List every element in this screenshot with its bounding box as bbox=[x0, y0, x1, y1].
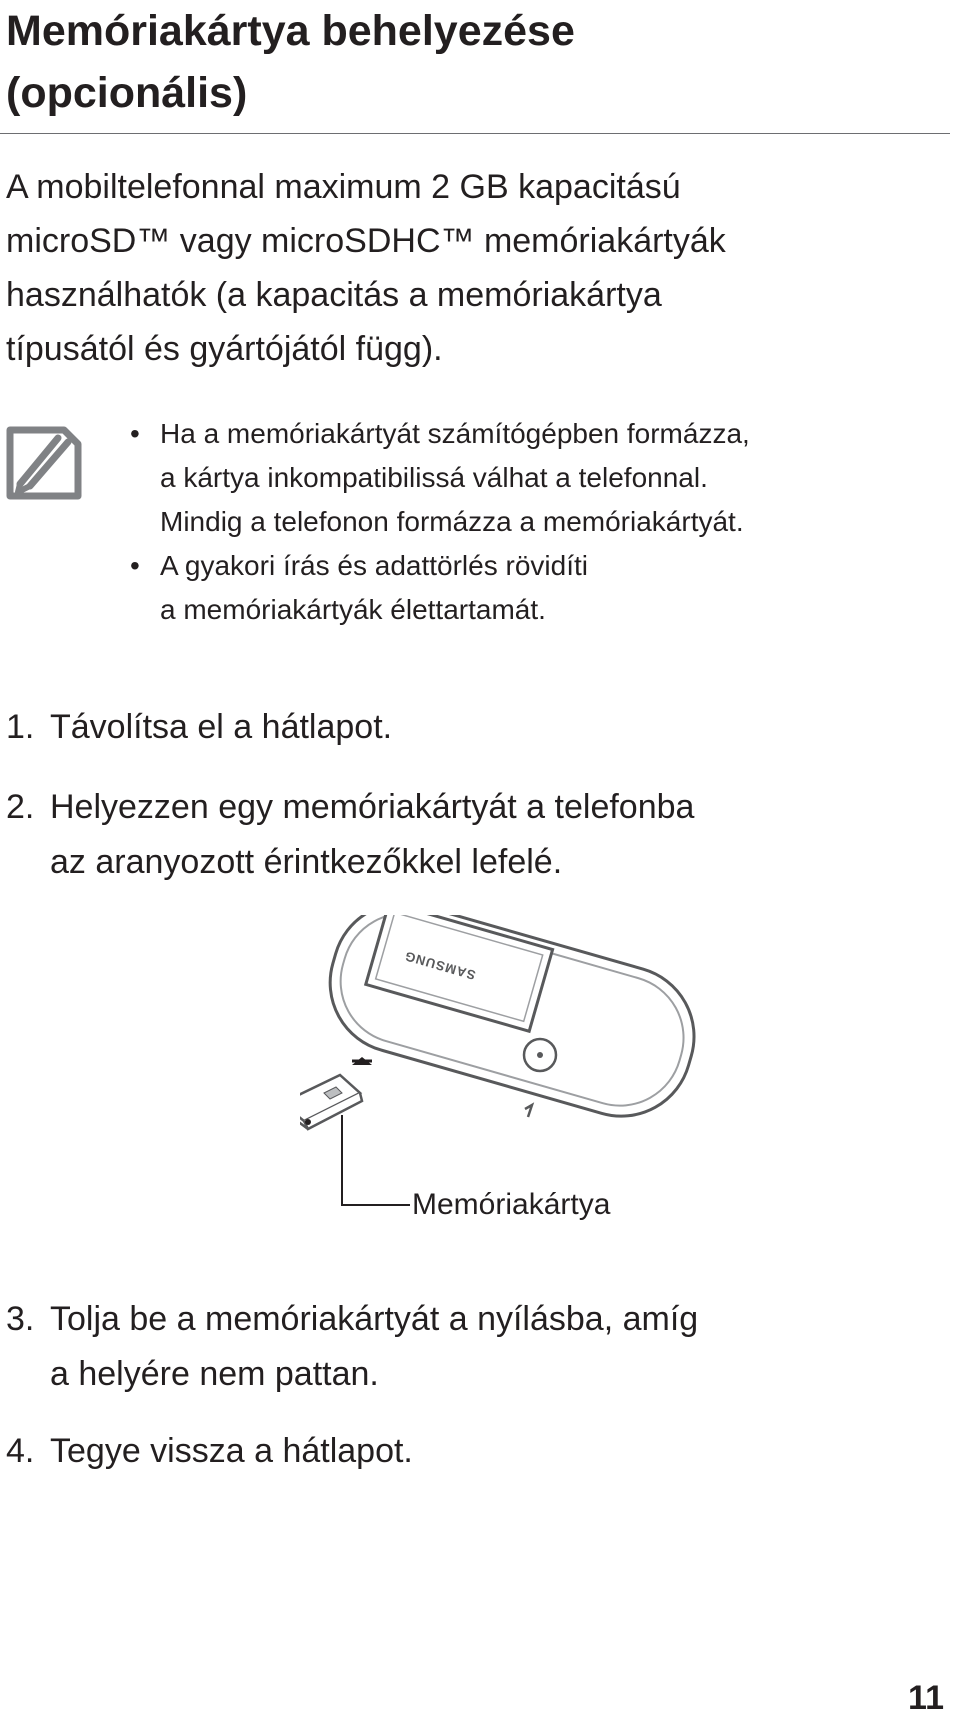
step-3 bbox=[6, 1292, 926, 1402]
step-line: Tegye vissza a hátlapot. bbox=[50, 1432, 413, 1470]
memory-card-caption: Memóriakártya bbox=[412, 1188, 611, 1221]
step-2 bbox=[6, 780, 926, 890]
intro-line: A mobiltelefonnal maximum 2 GB kapacitású bbox=[6, 168, 681, 206]
note-list bbox=[130, 412, 930, 632]
intro-line: típusától és gyártójától függ). bbox=[6, 330, 443, 368]
camera-lens-icon bbox=[524, 1039, 556, 1071]
note-line: Mindig a telefonon formázza a memóriakártyát. bbox=[160, 506, 744, 537]
step-text bbox=[50, 1424, 926, 1479]
intro-paragraph bbox=[6, 160, 906, 376]
step-number: 4. bbox=[6, 1432, 35, 1470]
note-pencil-icon bbox=[2, 420, 88, 506]
step-text bbox=[50, 1292, 926, 1402]
step-line: Tolja be a memóriakártyát a nyílásba, amíg bbox=[50, 1300, 699, 1338]
note-line: Ha a memóriakártyát számítógépben formázza, bbox=[160, 418, 750, 449]
title-divider bbox=[0, 133, 950, 134]
step-line: Helyezzen egy memóriakártyát a telefonba bbox=[50, 788, 695, 826]
step-number: 1. bbox=[6, 708, 35, 746]
note-line: A gyakori írás és adattörlés rövidíti bbox=[160, 550, 588, 581]
step-text bbox=[50, 700, 926, 755]
note-item bbox=[130, 412, 930, 544]
page-title-line-1: Memóriakártya behelyezése bbox=[6, 7, 575, 55]
step-line: a helyére nem pattan. bbox=[50, 1355, 379, 1393]
step-4 bbox=[6, 1424, 926, 1479]
intro-line: használhatók (a kapacitás a memóriakártya bbox=[6, 276, 662, 314]
step-line: Távolítsa el a hátlapot. bbox=[50, 708, 393, 746]
note-line: a memóriakártyák élettartamát. bbox=[160, 594, 546, 625]
note-line: a kártya inkompatibilissá válhat a telefonnal. bbox=[160, 462, 708, 493]
page-number: 11 bbox=[908, 1679, 944, 1717]
step-number: 3. bbox=[6, 1300, 35, 1338]
step-number: 2. bbox=[6, 788, 35, 826]
step-text bbox=[50, 780, 926, 890]
battery-brand-text: SAMSUNG bbox=[402, 948, 478, 983]
callout-line bbox=[340, 1115, 410, 1208]
note-item bbox=[130, 544, 930, 632]
page-title-line-2: (opcionális) bbox=[6, 69, 248, 117]
step-1 bbox=[6, 700, 926, 755]
step-line: az aranyozott érintkezőkkel lefelé. bbox=[50, 843, 563, 881]
page-title bbox=[6, 0, 946, 124]
intro-line: microSD™ vagy microSDHC™ memóriakártyák bbox=[6, 222, 726, 260]
